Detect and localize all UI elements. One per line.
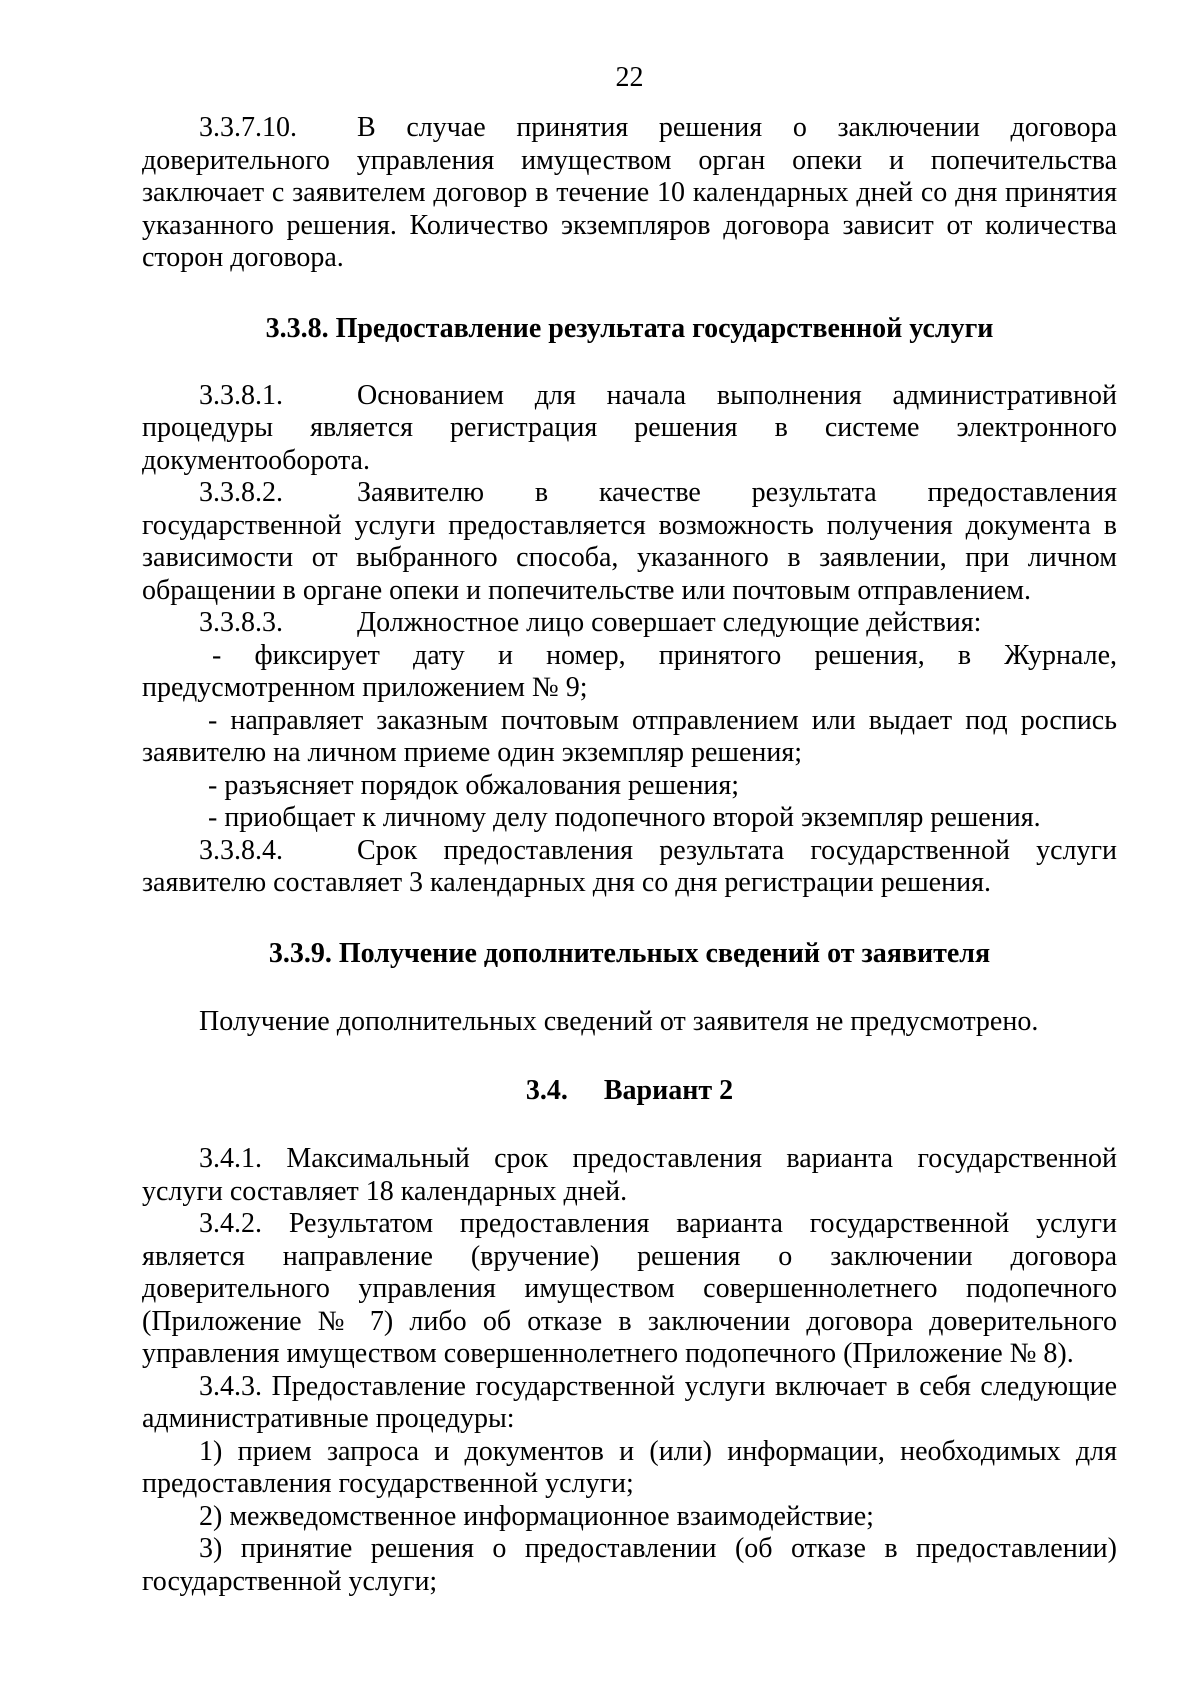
paragraph-3-3-8-2	[142, 477, 1117, 607]
action-item-4: - приобщает к личному делу подопечного второй экземпляр решения.	[208, 802, 1041, 833]
clause-text: В случае принятия решения о заключении договора доверительного управления имуществом орган опеки и попечительства заключает с заявителем договор в течение 10 календарных дней со дня принятия указанного решения. Количество экземпляров договора зависит от количества сторон договора.	[142, 112, 1117, 273]
section-number: 3.4.	[525, 1075, 568, 1106]
paragraph-3-3-8-1	[142, 380, 1117, 478]
action-item-3: - разъясняет порядок обжалования решения;	[208, 769, 740, 801]
clause-text: Основанием для начала выполнения административной процедуры является регистрация решения в системе электронного документооборота.	[142, 379, 1117, 476]
section-heading-3-4	[142, 1075, 1117, 1107]
paragraph-3-3-8-3	[142, 607, 1117, 640]
clause-number: 3.3.7.10.	[199, 112, 297, 143]
paragraph-3-4-1: 3.4.1. Максимальный срок предоставления варианта государственной услуги составляет 18 календарных дней.	[142, 1143, 1117, 1207]
page-number: 22	[615, 62, 644, 93]
section-heading-3-3-8: 3.3.8. Предоставление результата государственной услуги	[265, 312, 994, 344]
paragraph-3-4-2: 3.4.2. Результатом предоставления варианта государственной услуги является направление (вручение) решения о заключении договора доверительного управления имуществом совершеннолетнего подопечного (Приложение № 7) либо об отказе в заключении договора доверительного управления имуществом совершеннолетнего подопечного (Приложение № 8).	[142, 1208, 1117, 1369]
action-item-1: - фиксирует дату и номер, принятого решения, в Журнале, предусмотренном приложением № 9;	[142, 639, 1117, 703]
section-title: Вариант 2	[603, 1075, 734, 1106]
clause-text: Должностное лицо совершает следующие действия:	[357, 607, 982, 638]
clause-number: 3.3.8.4.	[199, 834, 283, 866]
paragraph-3-3-7-10	[142, 112, 1117, 275]
paragraph-3-3-9: Получение дополнительных сведений от заявителя не предусмотрено.	[199, 1005, 1039, 1037]
procedure-item-2: 2) межведомственное информационное взаимодействие;	[199, 1500, 874, 1532]
clause-text: Срок предоставления результата государственной услуги заявителю составляет 3 календарных дня со дня регистрации решения.	[142, 834, 1117, 898]
clause-number: 3.3.8.3.	[199, 607, 283, 638]
section-heading-3-3-9: 3.3.9. Получение дополнительных сведений от заявителя	[268, 937, 991, 969]
procedure-item-1: 1) прием запроса и документов и (или) информации, необходимых для предоставления государственной услуги;	[142, 1435, 1117, 1499]
clause-text: Заявителю в качестве результата предоставления государственной услуги предоставляется возможность получения документа в зависимости от выбранного способа, указанного в заявлении, при личном обращении в органе опеки и попечительстве или почтовым отправлением.	[142, 477, 1117, 606]
clause-number: 3.3.8.2.	[199, 477, 283, 508]
clause-number: 3.3.8.1.	[199, 379, 283, 411]
paragraph-3-4-3: 3.4.3. Предоставление государственной услуги включает в себя следующие административные процедуры:	[142, 1370, 1117, 1434]
action-item-2: - направляет заказным почтовым отправлением или выдает под роспись заявителю на личном приеме один экземпляр решения;	[142, 704, 1117, 768]
procedure-item-3: 3) принятие решения о предоставлении (об отказе в предоставлении) государственной услуги;	[142, 1533, 1117, 1597]
paragraph-3-3-8-4	[142, 835, 1117, 900]
